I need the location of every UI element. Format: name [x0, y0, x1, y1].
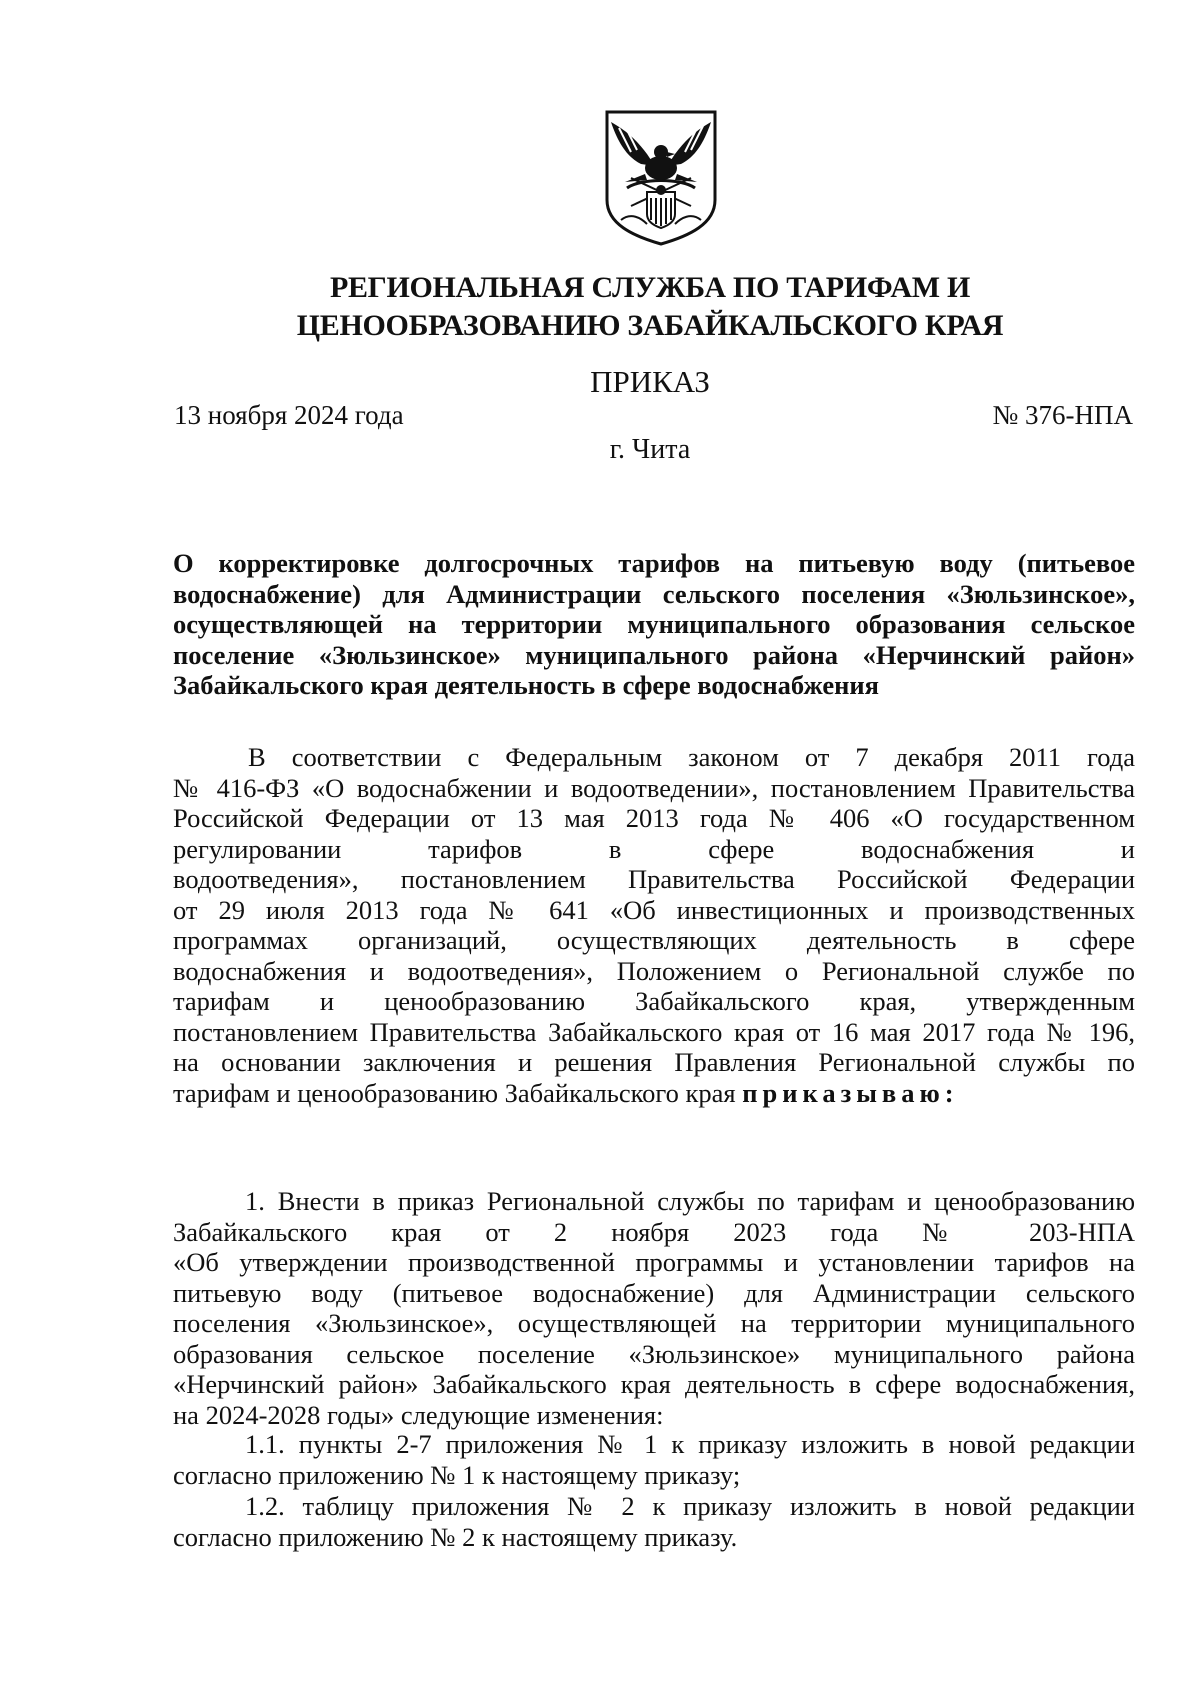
order-emphasis: приказываю: — [742, 1077, 959, 1108]
item-1-1-line: 1.1. пункты 2-7 приложения № 1 к приказу изложить в новой редакции — [245, 1429, 1135, 1459]
item-1-paragraph — [173, 1186, 1135, 1430]
preamble-line: водоснабжения и водоотведения», Положением о Региональной службе по — [173, 955, 1135, 986]
preamble-line: от 29 июля 2013 года № 641 «Об инвестиционных и производственных — [173, 894, 1135, 925]
preamble-line: В соответствии с Федеральным законом от 7 декабря 2011 года — [248, 742, 1135, 772]
document-city: г. Чита — [609, 434, 691, 465]
subject-line: поселение «Зюльзинское» муниципального района «Нерчинский район» — [173, 639, 1135, 670]
item-1-2-paragraph — [173, 1491, 1135, 1552]
item-1-2-line: 1.2. таблицу приложения № 2 к приказу изложить в новой редакции — [245, 1491, 1135, 1521]
subject-line: О корректировке долгосрочных тарифов на питьевую воду (питьевое — [173, 548, 1135, 578]
coat-of-arms-icon — [601, 108, 721, 248]
item-1-line: на 2024-2028 годы» следующие изменения: — [173, 1399, 664, 1430]
preamble-line: № 416-ФЗ «О водоснабжении и водоотведении», постановлением Правительства — [173, 772, 1135, 803]
document-date: 13 ноября 2024 года — [174, 400, 404, 430]
preamble-line: на основании заключения и решения Правления Региональной службы по — [173, 1047, 1135, 1077]
subject-line: водоснабжение) для Администрации сельского поселения «Зюльзинское», — [173, 578, 1135, 609]
preamble-line: регулировании тарифов в сфере водоснабжения и — [173, 833, 1135, 864]
item-1-line: образования сельское поселение «Зюльзинское» муниципального района — [173, 1338, 1135, 1369]
preamble-last-line — [173, 1078, 1135, 1109]
item-1-line: Забайкальского края от 2 ноября 2023 года № 203-НПА — [173, 1216, 1135, 1247]
item-1-line: «Об утверждении производственной программы и установлении тарифов на — [173, 1247, 1135, 1277]
subject-line: Забайкальского края деятельность в сфере водоснабжения — [173, 670, 879, 700]
subject-line: осуществляющей на территории муниципального образования сельское — [173, 609, 1135, 639]
preamble-line: тарифам и ценообразованию Забайкальского края, утвержденным — [173, 986, 1135, 1016]
preamble-line: тарифам и ценообразованию Забайкальского края — [173, 1077, 743, 1108]
document-number: № 376-НПА — [992, 400, 1133, 430]
document-subject — [173, 548, 1135, 701]
organization-title-line-1: РЕГИОНАЛЬНАЯ СЛУЖБА ПО ТАРИФАМ И — [329, 271, 971, 304]
item-1-1-line: согласно приложению № 1 к настоящему приказу; — [173, 1459, 741, 1490]
document-type: ПРИКАЗ — [590, 364, 710, 399]
item-1-line: «Нерчинский район» Забайкальского края деятельность в сфере водоснабжения, — [173, 1369, 1135, 1399]
preamble-paragraph — [173, 742, 1135, 1108]
item-1-1-paragraph — [173, 1429, 1135, 1490]
preamble-line: программах организаций, осуществляющих деятельность в сфере — [173, 925, 1135, 955]
preamble-line: постановлением Правительства Забайкальского края от 16 мая 2017 года № 196, — [173, 1016, 1135, 1047]
item-1-2-line: согласно приложению № 2 к настоящему приказу. — [173, 1521, 738, 1552]
item-1-line: 1. Внести в приказ Региональной службы по тарифам и ценообразованию — [245, 1186, 1135, 1216]
item-1-line: поселения «Зюльзинское», осуществляющей на территории муниципального — [173, 1308, 1135, 1338]
preamble-line: Российской Федерации от 13 мая 2013 года № 406 «О государственном — [173, 803, 1135, 833]
organization-title-line-2: ЦЕНООБРАЗОВАНИЮ ЗАБАЙКАЛЬСКОГО КРАЯ — [296, 309, 1004, 342]
preamble-line: водоотведения», постановлением Правительства Российской Федерации — [173, 864, 1135, 894]
item-1-line: питьевую воду (питьевое водоснабжение) для Администрации сельского — [173, 1277, 1135, 1308]
